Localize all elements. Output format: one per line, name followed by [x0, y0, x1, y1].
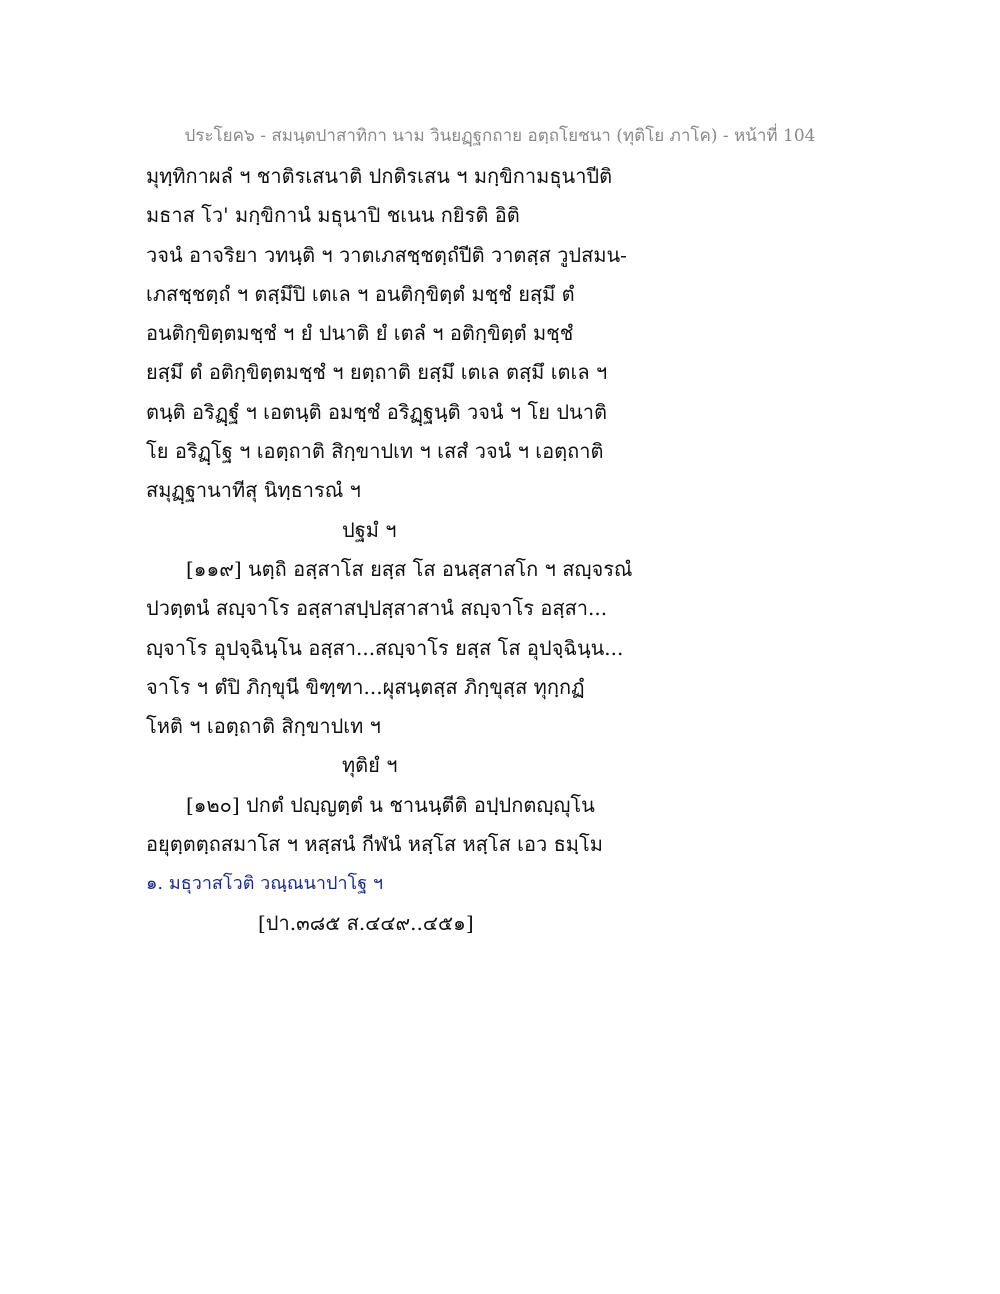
page-header: ประโยค๖ - สมนฺตปาสาทิกา นาม วินยฏฺฐกถาย อตฺถโยชนา (ทุติโย ภาโค) - หน้าที่ 104	[184, 126, 816, 146]
text-line: [๑๒๐] ปกตํ ปญฺญตฺตํ น ชานนฺตีติ อปฺปกตญฺญุโน	[186, 792, 595, 817]
section-heading-pathamam: ปฐมํ ฯ	[342, 517, 397, 542]
text-line: [๑๑๙] นตฺถิ อสฺสาโส ยสฺส โส อนสฺสาสโก ฯ สญฺจรณํ	[186, 556, 633, 581]
text-line: ตนฺติ อริฏฺฐํ ฯ เอตนฺติ อมชฺชํ อริฏฺฐนฺติ วจนํ ฯ โย ปนาติ	[146, 399, 607, 424]
text-line: ปวตฺตนํ สญฺจาโร อสฺสาสปฺปสฺสาสานํ สญฺจาโร อสฺสา...	[146, 596, 608, 621]
text-line: อยุตฺตตฺถสมาโส ฯ หสฺสนํ กีฬนํ หสฺโส หสฺโส เอว ธมฺโม	[146, 832, 603, 857]
text-line: จาโร ฯ ตํปิ ภิกฺขุนี ขิฑฺฑา...ผุสนฺตสฺส ภิกฺขุสฺส ทุกฺกฏํ	[146, 674, 585, 699]
text-line: เภสชฺชตฺถํ ฯ ตสฺมึปิ เตเล ฯ อนติกฺขิตฺตํ มชฺชํ ยสฺมึ ตํ	[146, 281, 575, 306]
page-reference: [ปา.๓๘๕ ส.๔๔๙..๔๕๑]	[258, 910, 474, 935]
text-line: ยสฺมึ ตํ อติกฺขิตฺตมชฺชํ ฯ ยตฺถาติ ยสฺมึ เตเล ตสฺมึ เตเล ฯ	[146, 360, 608, 385]
text-line: มธาส โว' มกฺขิกานํ มธุนาปิ ชเนน กยิรติ อิติ	[146, 203, 520, 228]
text-line: สมุฏฺฐานาทีสุ นิทฺธารณํ ฯ	[146, 478, 361, 503]
section-heading-dutiyam: ทุติยํ ฯ	[342, 753, 398, 778]
text-line: อนติกฺขิตฺตมชฺชํ ฯ ยํ ปนาติ ยํ เตลํ ฯ อติกฺขิตฺตํ มชฺชํ	[146, 321, 574, 346]
text-line: โย อริฏฺโฐ ฯ เอตฺถาติ สิกฺขาปเท ฯ เสสํ วจนํ ฯ เอตฺถาติ	[146, 439, 604, 464]
text-line: โหติ ฯ เอตฺถาติ สิกฺขาปเท ฯ	[146, 714, 381, 739]
text-line: มุทฺทิกาผลํ ฯ ชาติรเสนาติ ปกติรเสน ฯ มกฺขิกามธุนาปีติ	[146, 164, 613, 188]
footnote: ๑. มธุวาสโวติ วณฺณนาปาโฐ ฯ	[146, 873, 383, 895]
text-line: วจนํ อาจริยา วทนฺติ ฯ วาตเภสชฺชตฺถํปีติ วาตสฺส วูปสมน-	[146, 242, 627, 267]
text-line: ญฺจาโร อุปจฺฉินฺโน อสฺสา...สญฺจาโร ยสฺส โส อุปจฺฉินฺน...	[146, 635, 624, 660]
body-text	[146, 157, 846, 943]
